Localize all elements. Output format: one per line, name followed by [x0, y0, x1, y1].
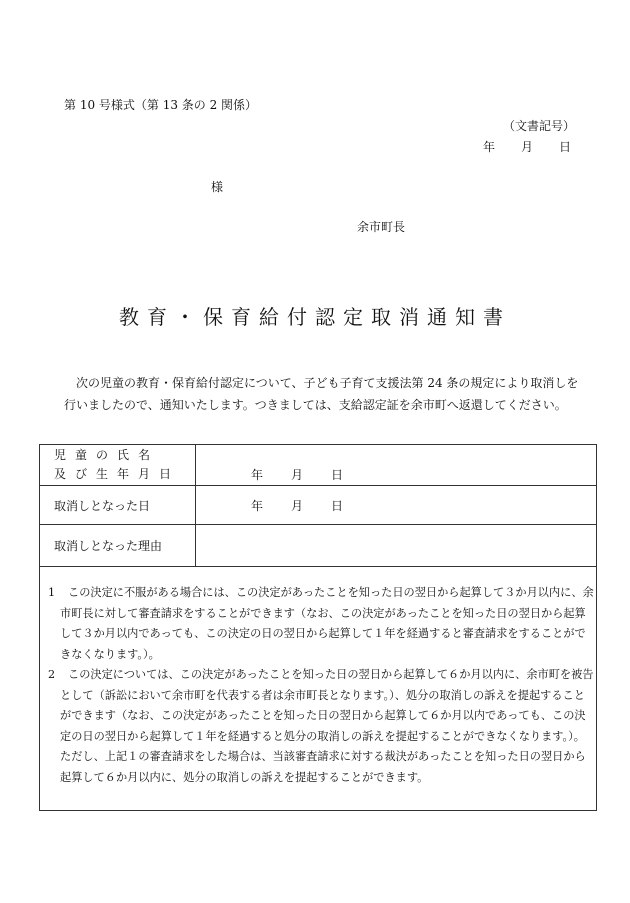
note-item [48, 665, 594, 789]
note-item [48, 583, 594, 665]
issue-date-day: 日 [559, 140, 572, 154]
note-text: この決定に不服がある場合には、この決定があったことを知った日の翌日から起算して３か月以内に、余市町長に対して審査請求をすることができます（なお、この決定があったことを知った日の翌日から起算して３か月以内であっても、この決定の日の翌日から起算して１年を経過すると審査請求をすることができなくなります。）。 [60, 586, 594, 661]
body-paragraph: 次の児童の教育・保育給付認定について、子ども子育て支援法第 24 条の規定により取消しを行いましたので、通知いたします。つきましては、支給認定証を余市町へ返還してください。 [64, 376, 579, 412]
cancel-month-label: 月 [291, 498, 304, 513]
table-row-child [40, 445, 597, 486]
child-name-label-line1: 児童の氏名 [54, 448, 160, 462]
table-row-cancel-date [40, 486, 597, 525]
cancel-day-label: 日 [331, 498, 344, 513]
birth-day-label: 日 [331, 468, 344, 482]
birth-month-label: 月 [291, 468, 304, 482]
birth-year-label: 年 [251, 468, 264, 482]
note-number: 1 [48, 586, 56, 599]
addressee-suffix: 様 [211, 180, 224, 194]
form-number: 第 10 号様式（第 13 条の 2 関係） [64, 98, 258, 112]
issue-date-year: 年 [483, 140, 496, 154]
info-table [39, 444, 597, 567]
cancel-reason-cell [196, 525, 597, 567]
cancel-year-label: 年 [251, 498, 264, 513]
child-birthdate-cell [196, 445, 597, 486]
document-symbol: （文書記号） [503, 119, 576, 133]
note-number: 2 [48, 668, 56, 681]
cancel-reason-label: 取消しとなった理由 [40, 525, 196, 567]
issue-date-month: 月 [521, 140, 534, 154]
note-text: この決定については、この決定があったことを知った日の翌日から起算して６か月以内に、余市町を被告として（訴訟において余市町を代表する者は余市町長となります。）、処分の取消しの訴えを提起することができます（なお、この決定があったことを知った日の翌日から起算して６か月以内であっても、この決定の日の翌日から起算して１年を経過すると処分の取消しの訴えを提起することができなくなります。）。ただし、上記１の審査請求をした場合は、当該審査請求に対する裁決があったことを知った日の翌日から起算して６か月以内に、処分の取消しの訴えを提起することができます。 [60, 668, 594, 784]
body-text [64, 372, 586, 416]
cancel-date-cell [196, 486, 597, 525]
issuer: 余市町長 [357, 220, 406, 234]
child-name-label-line2: 及び生年月日 [54, 467, 181, 481]
child-name-label [40, 445, 196, 486]
table-row-reason [40, 525, 597, 567]
page-title: 教育・保育給付認定取消通知書 [119, 305, 511, 329]
notes-box [39, 566, 597, 811]
issue-date [483, 138, 571, 155]
cancel-date-label: 取消しとなった日 [40, 486, 196, 525]
